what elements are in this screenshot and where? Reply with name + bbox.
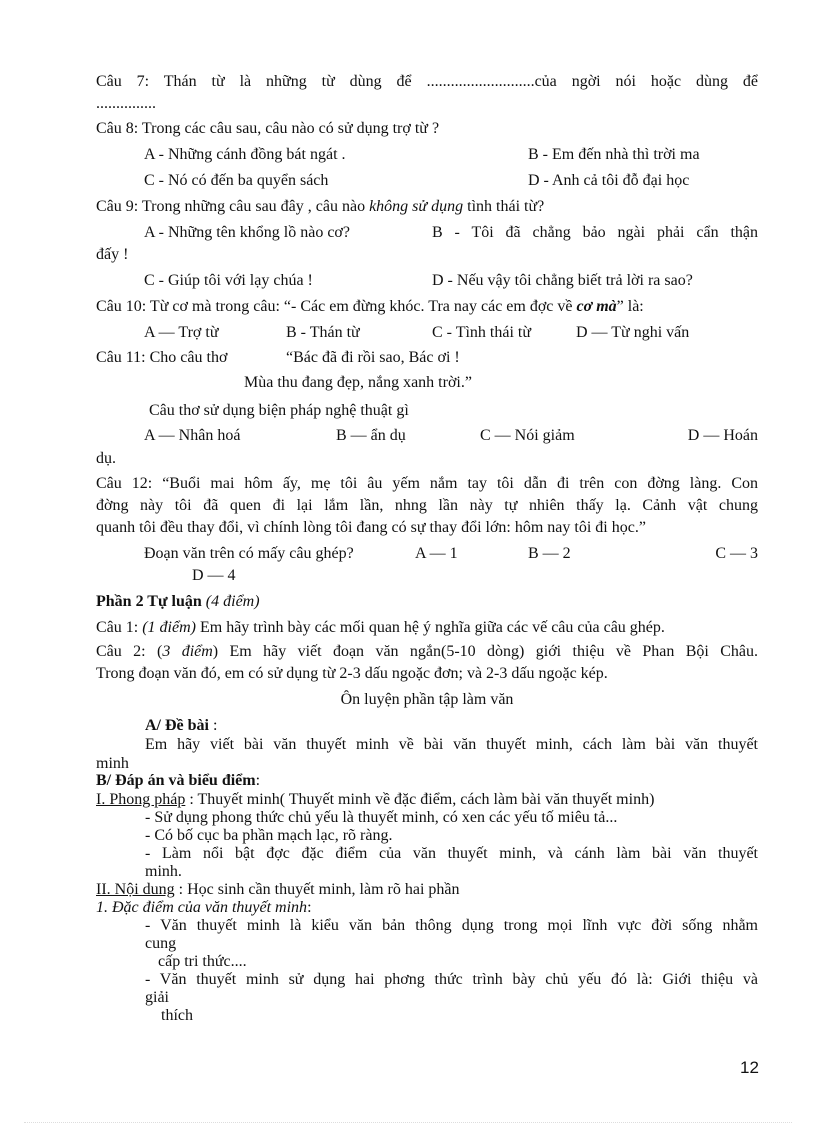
option-11c: C — Nói giảm <box>480 427 575 444</box>
dac-diem-item-1: - Văn thuyết minh là kiểu văn bản thông dụng trong mọi lĩnh vực đời sống nhằm <box>145 917 758 934</box>
option-9d: D - Nếu vậy tôi chẳng biết trả lời ra sao? <box>432 272 693 289</box>
dap-an-heading: B/ Đáp án và biểu điểm: <box>96 772 261 789</box>
option-9b: B - Tôi đã chẳng bảo ngài phải cẩn thận <box>432 224 758 241</box>
option-10b: B - Thán từ <box>286 324 360 341</box>
option-8c: C - Nó có đến ba quyển sách <box>144 172 329 189</box>
option-11a: A — Nhân hoá <box>144 427 241 444</box>
noi-dung-line: II. Nội dung : Học sinh cần thuyết minh, làm rõ hai phần <box>96 881 460 898</box>
page-number: 12 <box>740 1058 759 1077</box>
option-11d-cont: dụ. <box>96 450 116 467</box>
question-12-line-2: đờng này tôi đã quen đi lại lắm lần, nhng lần này tự nhiên thấy lạ. Cảnh vật chung <box>96 497 758 514</box>
option-10d: D — Từ nghi vấn <box>576 324 690 341</box>
dac-diem-item-2: - Văn thuyết minh sử dụng hai phơng thức trình bày chủ yếu đó là: Giới thiệu và <box>145 971 758 988</box>
question-11-label: Câu 11: Cho câu thơ <box>96 349 228 366</box>
phuong-phap-item-3-cont: minh. <box>145 863 182 880</box>
de-bai-heading: A/ Đề bài : <box>145 717 218 734</box>
de-bai-line-2: minh <box>96 755 129 772</box>
poem-line-2: Mùa thu đang đẹp, nắng xanh trời.” <box>244 374 472 391</box>
section-title: Ôn luyện phần tập làm văn <box>340 691 514 708</box>
option-12d: D — 4 <box>192 567 236 584</box>
option-8a: A - Những cánh đồng bát ngát . <box>144 146 346 163</box>
question-8: Câu 8: Trong các câu sau, câu nào có sử dụng trợ từ ? <box>96 120 440 137</box>
dac-diem-item-2-cont-2: thích <box>161 1007 193 1024</box>
option-12c: C — 3 <box>715 545 758 562</box>
essay-question-1: Câu 1: (1 điểm) Em hãy trình bày các mối quan hệ ý nghĩa giữa các vế câu của câu ghép. <box>96 619 665 636</box>
dac-diem-item-1-cont-1: cung <box>145 935 177 952</box>
question-12-prompt: Đoạn văn trên có mấy câu ghép? <box>144 545 354 562</box>
phuong-phap-item-2: - Có bố cục ba phần mạch lạc, rõ ràng. <box>145 827 393 844</box>
part-2-heading: Phần 2 Tự luận (4 điểm) <box>96 593 260 610</box>
essay-question-2-line-2: Trong đoạn văn đó, em có sử dụng từ 2-3 dấu ngoặc đơn; và 2-3 dấu ngoặc kép. <box>96 665 608 682</box>
phuong-phap-item-1: - Sử dụng phong thức chủ yếu là thuyết minh, có xen các yếu tố miêu tả... <box>145 809 618 826</box>
de-bai-line-1: Em hãy viết bài văn thuyết minh về bài văn thuyết minh, cách làm bài văn thuyết <box>145 736 758 753</box>
essay-question-2-line-1: Câu 2: (3 điểm) Em hãy viết đoạn văn ngắn(5-10 dòng) giới thiệu về Phan Bội Châu. <box>96 643 759 660</box>
option-12a: A — 1 <box>415 545 458 562</box>
option-11d: D — Hoán <box>687 427 758 444</box>
question-7-line-1: Câu 7: Thán từ là những từ dùng để ...........................của ngời nói hoặc dùng để <box>96 73 758 90</box>
dac-diem-item-2-cont-1: giải <box>145 989 169 1006</box>
option-8b: B - Em đến nhà thì trời ma <box>528 146 700 163</box>
question-9: Câu 9: Trong những câu sau đây , câu nào không sử dụng tình thái từ? <box>96 198 545 215</box>
poem-line-1: “Bác đã đi rồi sao, Bác ơi ! <box>286 349 460 366</box>
question-10: Câu 10: Từ cơ mà trong câu: “- Các em đừng khóc. Tra nay các em đợc về cơ mà” là: <box>96 298 644 315</box>
option-10a: A — Trợ từ <box>144 324 219 341</box>
option-12b: B — 2 <box>528 545 571 562</box>
question-12-line-1: Câu 12: “Buổi mai hôm ấy, mẹ tôi âu yếm nắm tay tôi dẫn đi trên con đờng làng. Con <box>96 475 758 492</box>
option-9c: C - Giúp tôi với lạy chúa ! <box>144 272 313 289</box>
dac-diem-heading: 1. Đặc điểm của văn thuyết minh: <box>96 899 312 916</box>
phuong-phap-line: I. Phong pháp : Thuyết minh( Thuyết minh về đặc điểm, cách làm bài văn thuyết minh) <box>96 791 655 808</box>
dac-diem-item-1-cont-2: cấp tri thức.... <box>158 953 247 970</box>
question-12-line-3: quanh tôi đều thay đổi, vì chính lòng tôi đang có sự thay đổi lớn: hôm nay tôi đi học.” <box>96 519 646 536</box>
option-9b-cont: đấy ! <box>96 246 129 263</box>
option-9a: A - Những tên khổng lồ nào cơ? <box>144 224 350 241</box>
question-7-line-2: ............... <box>96 95 156 112</box>
option-11b: B — ẩn dụ <box>336 427 406 444</box>
option-8d: D - Anh cả tôi đỗ đại học <box>528 172 690 189</box>
phuong-phap-item-3: - Làm nổi bật đợc đặc điểm của văn thuyết minh, và cánh làm bài văn thuyết <box>145 845 758 862</box>
option-10c: C - Tình thái từ <box>432 324 532 341</box>
question-11-prompt: Câu thơ sử dụng biện pháp nghệ thuật gì <box>149 402 409 419</box>
